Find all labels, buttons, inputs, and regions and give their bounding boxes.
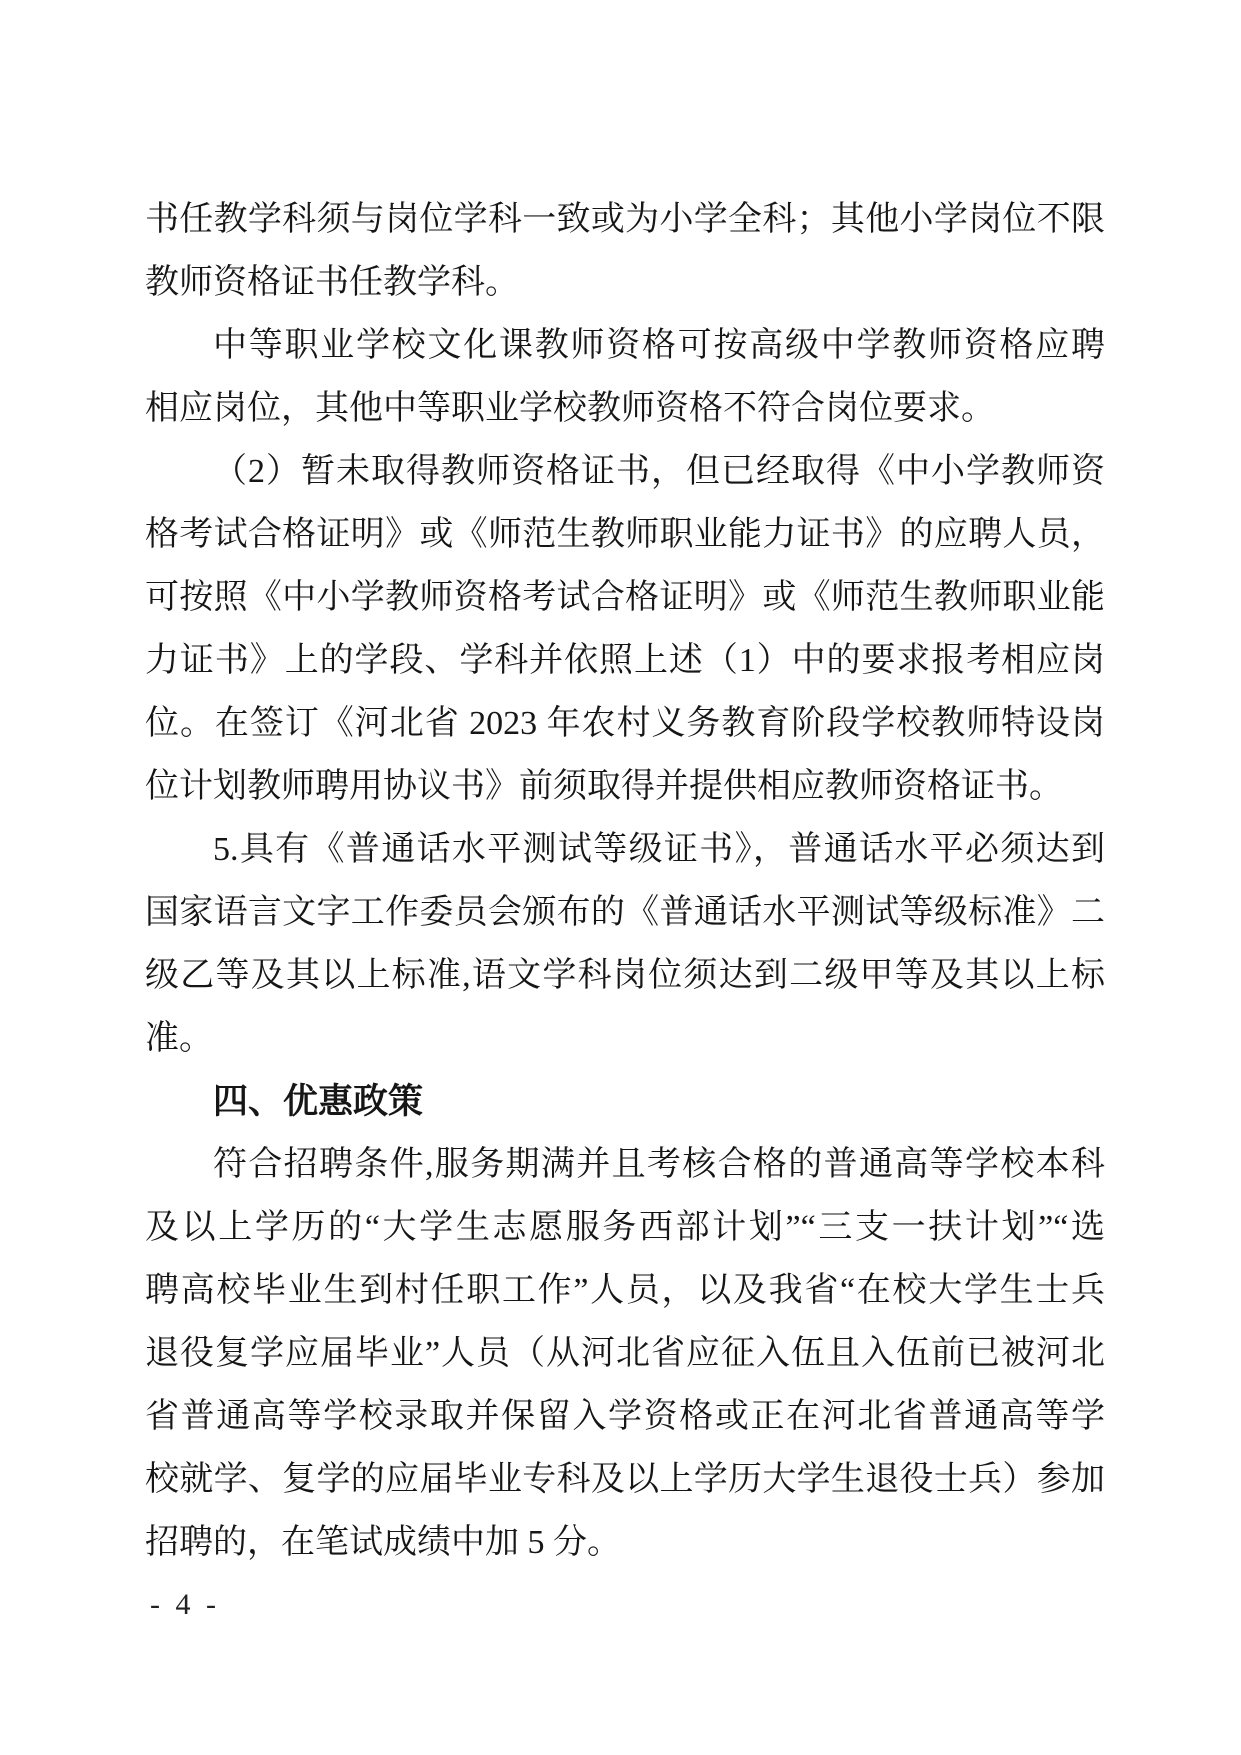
document-line: 5.具有《普通话水平测试等级证书》，普通话水平必须达到 (213, 831, 1105, 868)
document-line: 中等职业学校文化课教师资格可按高级中学教师资格应聘 (213, 327, 1105, 364)
document-line: 聘高校毕业生到村任职工作”人员，以及我省“在校大学生士兵 (145, 1272, 1105, 1309)
document-line: 位。在签订《河北省 2023 年农村义务教育阶段学校教师特设岗 (145, 705, 1105, 742)
document-line: 相应岗位，其他中等职业学校教师资格不符合岗位要求。 (145, 390, 995, 427)
document-line: （2）暂未取得教师资格证书，但已经取得《中小学教师资 (213, 453, 1105, 490)
document-line: 国家语言文字工作委员会颁布的《普通话水平测试等级标准》二 (145, 894, 1105, 931)
document-line: 位计划教师聘用协议书》前须取得并提供相应教师资格证书。 (145, 768, 1063, 805)
document-body (145, 188, 1105, 1574)
page-number: - 4 - (150, 1588, 220, 1621)
section-heading: 四、优惠政策 (213, 1082, 424, 1121)
document-line: 符合招聘条件,服务期满并且考核合格的普通高等学校本科 (213, 1146, 1105, 1183)
document-line: 招聘的，在笔试成绩中加 5 分。 (145, 1524, 621, 1561)
document-line: 及以上学历的“大学生志愿服务西部计划”“三支一扶计划”“选 (145, 1209, 1105, 1246)
document-line: 力证书》上的学段、学科并依照上述（1）中的要求报考相应岗 (145, 642, 1105, 679)
document-line: 校就学、复学的应届毕业专科及以上学历大学生退役士兵）参加 (145, 1461, 1105, 1498)
document-line: 退役复学应届毕业”人员（从河北省应征入伍且入伍前已被河北 (145, 1335, 1105, 1372)
document-line: 级乙等及其以上标准,语文学科岗位须达到二级甲等及其以上标 (145, 957, 1105, 994)
document-line: 省普通高等学校录取并保留入学资格或正在河北省普通高等学 (145, 1398, 1105, 1435)
document-line: 格考试合格证明》或《师范生教师职业能力证书》的应聘人员， (145, 516, 1105, 553)
document-line: 教师资格证书任教学科。 (145, 264, 519, 301)
document-line: 准。 (145, 1020, 213, 1057)
document-line: 可按照《中小学教师资格考试合格证明》或《师范生教师职业能 (145, 579, 1105, 616)
document-line: 书任教学科须与岗位学科一致或为小学全科；其他小学岗位不限 (145, 201, 1105, 238)
